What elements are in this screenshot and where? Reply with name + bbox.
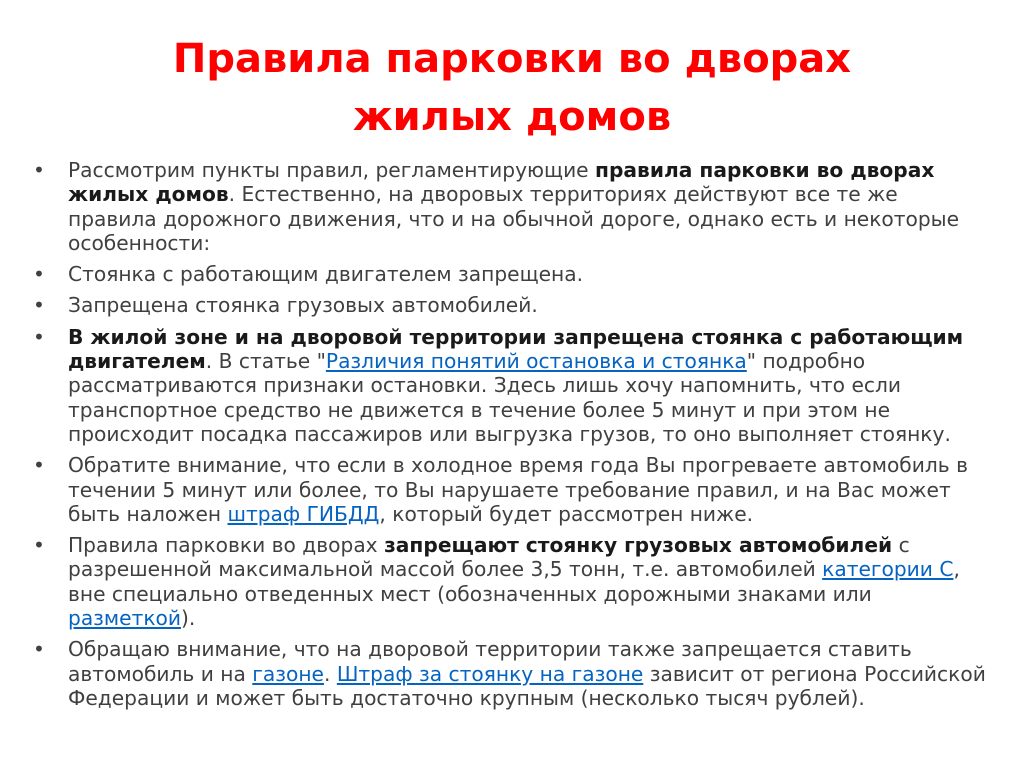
bullet-text: зависит от региона Российской Федерации и может быть достаточно крупным (несколько тысяч рублей). bbox=[68, 661, 986, 710]
bullet-bold-text: В жилой зоне и на дворовой территории запрещена стоянка с работающим двигателем bbox=[68, 324, 964, 374]
bullet-marker: • bbox=[33, 293, 45, 318]
bullet-item-4 bbox=[32, 325, 992, 446]
link-road-markings[interactable]: разметкой bbox=[68, 606, 181, 631]
bullet-text: Рассмотрим пункты правил, регламентирующие bbox=[68, 158, 596, 182]
bullet-item-2 bbox=[32, 262, 992, 286]
bullet-item-6 bbox=[32, 533, 992, 630]
bullet-marker: • bbox=[33, 533, 45, 558]
bullet-item-7 bbox=[32, 637, 992, 710]
bullet-bold-text: запрещают стоянку грузовых автомобилей bbox=[384, 533, 893, 558]
bullet-text: Запрещена стоянка грузовых автомобилей. bbox=[68, 293, 538, 318]
bullet-text: " подробно рассматриваются признаки остановки. Здесь лишь хочу напомнить, что если транспортное средство не движется в течение более 5 минут и при этом не происходит посадка пассажиров или выгрузка грузов, то оно выполняет стоянку. bbox=[68, 349, 951, 446]
bullet-text: , вне специально отведенных мест (обозначенных дорожными знаками или bbox=[68, 557, 960, 606]
bullet-text: . Естественно, на дворовых территориях действуют все те же правила дорожного движения, что и на обычной дороге, однако есть и некоторые особенности: bbox=[68, 182, 960, 255]
link-lawn-parking-fine[interactable]: Штраф за стоянку на газоне bbox=[336, 661, 644, 686]
slide-title-line-2: жилых домов bbox=[352, 94, 672, 140]
bullet-list bbox=[32, 158, 992, 717]
bullet-text: . В статье " bbox=[205, 349, 326, 374]
bullet-marker: • bbox=[33, 637, 45, 662]
bullet-text: Обратите внимание, что если в холодное время года Вы прогреваете автомобиль в течении 5 минут или более, то Вы нарушаете требование правил, и на Вас может быть наложен bbox=[68, 453, 968, 526]
bullet-text: Обращаю внимание, что на дворовой территории также запрещается ставить автомобиль и на bbox=[68, 637, 912, 686]
bullet-text: ). bbox=[181, 606, 196, 631]
bullet-item-5 bbox=[32, 453, 992, 526]
bullet-text: Правила парковки во дворах bbox=[68, 533, 385, 558]
bullet-text: Стоянка с работающим двигателем запрещена. bbox=[68, 262, 583, 287]
bullet-marker: • bbox=[33, 324, 45, 349]
link-traffic-police-fine[interactable]: штраф ГИБДД bbox=[227, 501, 380, 526]
bullet-bold-text: правила парковки во дворах жилых домов bbox=[68, 158, 935, 207]
link-stop-vs-parking[interactable]: Различия понятий остановка и стоянка bbox=[325, 349, 747, 374]
slide-title bbox=[0, 30, 1024, 146]
bullet-text: , который будет рассмотрен ниже. bbox=[379, 501, 754, 526]
bullet-marker: • bbox=[33, 453, 45, 478]
link-category-c[interactable]: категории С bbox=[822, 557, 954, 582]
link-lawn[interactable]: газоне bbox=[252, 661, 324, 686]
bullet-item-3 bbox=[32, 293, 992, 317]
bullet-text: с разрешенной максимальной массой более 3,5 тонн, т.е. автомобилей bbox=[68, 533, 910, 582]
slide-title-line-1: Правила парковки во дворах bbox=[172, 36, 852, 82]
bullet-text: . bbox=[323, 661, 337, 686]
bullet-marker: • bbox=[33, 158, 45, 182]
bullet-marker: • bbox=[33, 262, 45, 287]
bullet-item-1 bbox=[32, 158, 992, 255]
